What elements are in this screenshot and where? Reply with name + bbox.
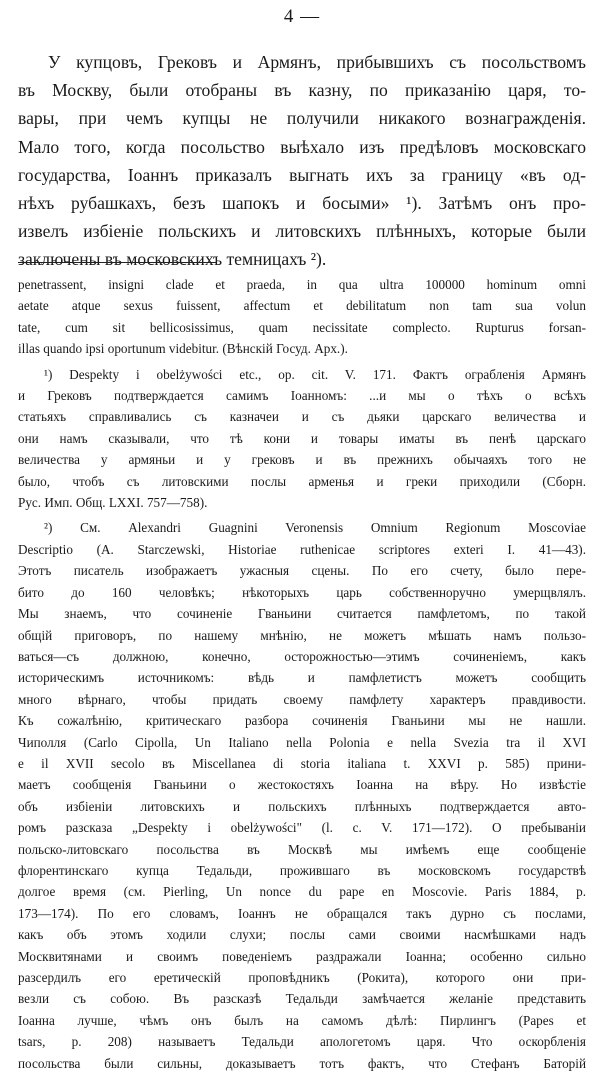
footnote-line: e il XVII secolo въ Miscellanea di storia italiana t. XXVI p. 585) прини- <box>18 755 586 771</box>
footnote-line: бито до 160 человѣкъ; нѣкоторыхъ царь собственноручно умерщвлялъ. <box>18 584 586 600</box>
footnote-line: Этотъ писатель изображаетъ ужасныя сцены. По его счету, было пере- <box>18 563 586 579</box>
footnote-line: флорентинскаго купца Тедальди, прожившаго въ московскомъ государствѣ <box>18 862 586 878</box>
footnote-line: illas quando ipsi oportunum videbitur. (Вѣнскій Госуд. Арх.). <box>18 341 348 357</box>
footnote-line: tsars, p. 208) называетъ Тедальди апологетомъ царя. Что оскорбленія <box>18 1034 586 1050</box>
footnote-line: разсердилъ его еретическій проповѣдникъ (Рокита), которого они при- <box>18 970 586 985</box>
footnote-line: ¹) Despekty i obelżywości etc., op. cit. V. 171. Фактъ ограбленія Армянъ <box>44 366 586 382</box>
main-line: У купцовъ, Грековъ и Армянъ, прибывшихъ съ посольствомъ <box>48 52 586 72</box>
footnote-line: penetrassent, insigni clade et praeda, in qua ultra 100000 hominum omni <box>18 277 586 292</box>
main-line: заключены въ московскихъ темницахъ ²). <box>18 249 327 270</box>
footnote-2 <box>18 517 586 1074</box>
main-paragraph <box>18 48 586 274</box>
footnote-1 <box>18 364 586 514</box>
footnote-line: они намъ сказывали, что тѣ кони и товары иматы въ пенѣ царскаго <box>18 430 586 446</box>
footnotes <box>18 274 586 1078</box>
footnote-line: посольства были сильны, доказываетъ тотъ фактъ, что Стефанъ Баторій <box>18 1055 586 1071</box>
footnote-line: величества у армяньи и у грековъ и въ прежнихъ обычаяхъ того не <box>18 452 586 468</box>
footnote-line: и Грековъ подтверждается самимъ Іоанномъ: ...и мы о тѣхъ о всѣхъ <box>18 388 586 404</box>
footnote-line: Мы знаемъ, что сочиненіе Гваньини считается памфлетомъ, по такой <box>18 606 586 622</box>
footnote-line: ваться—съ должною, конечно, осторожностью—этимъ сочиненіемъ, какъ <box>18 648 586 664</box>
footnote-line: долгое время (см. Pierling, Un nonce du pape en Moscovie. Paris 1884, p. <box>18 884 586 900</box>
footnote-line: польско-литовскаго посольства въ Москвѣ мы имѣемъ еще сообщеніе <box>18 841 586 857</box>
footnote-line: везли съ собою. Въ разсказѣ Тедальди замѣчается желаніе представить <box>18 991 586 1007</box>
footnote-line: статьяхъ справливались съ казначеи и съ дьяки царскаго величества и <box>18 409 586 425</box>
footnote-line: историческимъ источникомъ: вѣдь и памфлетистъ можетъ сообщить <box>18 670 586 686</box>
main-line: вары, при чемъ купцы не получили никакого вознагражденія. <box>18 108 586 129</box>
footnote-line: Рус. Имп. Общ. LXXI. 757—758). <box>18 495 208 511</box>
main-line: Мало того, когда посольство выѣхало изъ предѣловъ московскаго <box>18 136 586 157</box>
footnote-divider <box>18 262 216 263</box>
footnote-line: маетъ сообщенія Гваньини о жестокостяхъ Іоанна на вѣру. Но извѣстіе <box>18 777 586 793</box>
footnote-line: ромъ разсказа „Despekty i obelżywości" (l. c. V. 171—172). О пребываніи <box>18 820 586 836</box>
footnote-line: много вѣрнаго, чтобы придать своему памфлету характеръ правдивости. <box>18 691 586 707</box>
footnote-continuation <box>18 274 586 360</box>
footnote-line: Къ сожалѣнію, критическаго разбора сочиненія Гваньини мы не нашли. <box>18 713 586 729</box>
footnote-line: какъ объ этомъ ходили слухи; послы сами своими насмѣшками надъ <box>18 927 586 943</box>
page-number: 4 — <box>283 6 321 27</box>
footnote-line: было, чтобъ съ литовскими послы арменья и греки приходили (Сборн. <box>18 473 586 489</box>
footnote-line: ²) См. Alexandri Guagnini Veronensis Omnium Regionum Moscoviae <box>44 520 586 536</box>
footnote-line: Descriptio (A. Starczewski, Historiae ruthenicae scriptores exteri I. 41—43). <box>18 541 586 557</box>
footnote-line: Москвитянами и своимъ поведеніемъ раздражали Іоанна; особенно сильно <box>18 948 586 964</box>
main-line: нѣхъ рубашкахъ, безъ шапокъ и босыми» ¹). Затѣмъ онъ про- <box>18 193 586 214</box>
footnote-line: aetate atque sexus fuissent, affectum et debilitatum non tam sua volun <box>18 298 586 314</box>
main-line: извелъ избіеніе польскихъ и литовскихъ плѣнныхъ, которые были <box>18 221 586 242</box>
main-line: государства, Іоаннъ приказалъ выгнать ихъ за границу «въ од- <box>18 164 586 185</box>
footnote-line: tate, cum sit bellicosissimus, quam necissitate complecto. Rupturus forsan- <box>18 319 586 335</box>
main-line: въ Москву, были отобраны въ казну, по приказанію царя, то- <box>18 80 586 101</box>
footnote-line: Іоанна лучше, чѣмъ онъ былъ на самомъ дѣлѣ: Пирлингъ (Papes et <box>18 1012 586 1028</box>
footnote-line: 173—174). По его словамъ, Іоаннъ не обращался такъ дурно съ послами, <box>18 905 586 921</box>
footnote-line: объ избіеніи литовскихъ и польскихъ плѣнныхъ подтверждается авто- <box>18 798 586 814</box>
footnote-line: Чиполля (Carlo Cipolla, Un Italiano nella Polonia e nella Svezia tra il XVI <box>18 734 586 750</box>
footnote-line: общій приговоръ, по нашему мнѣнію, не можетъ мѣшать намъ пользо- <box>18 627 586 643</box>
